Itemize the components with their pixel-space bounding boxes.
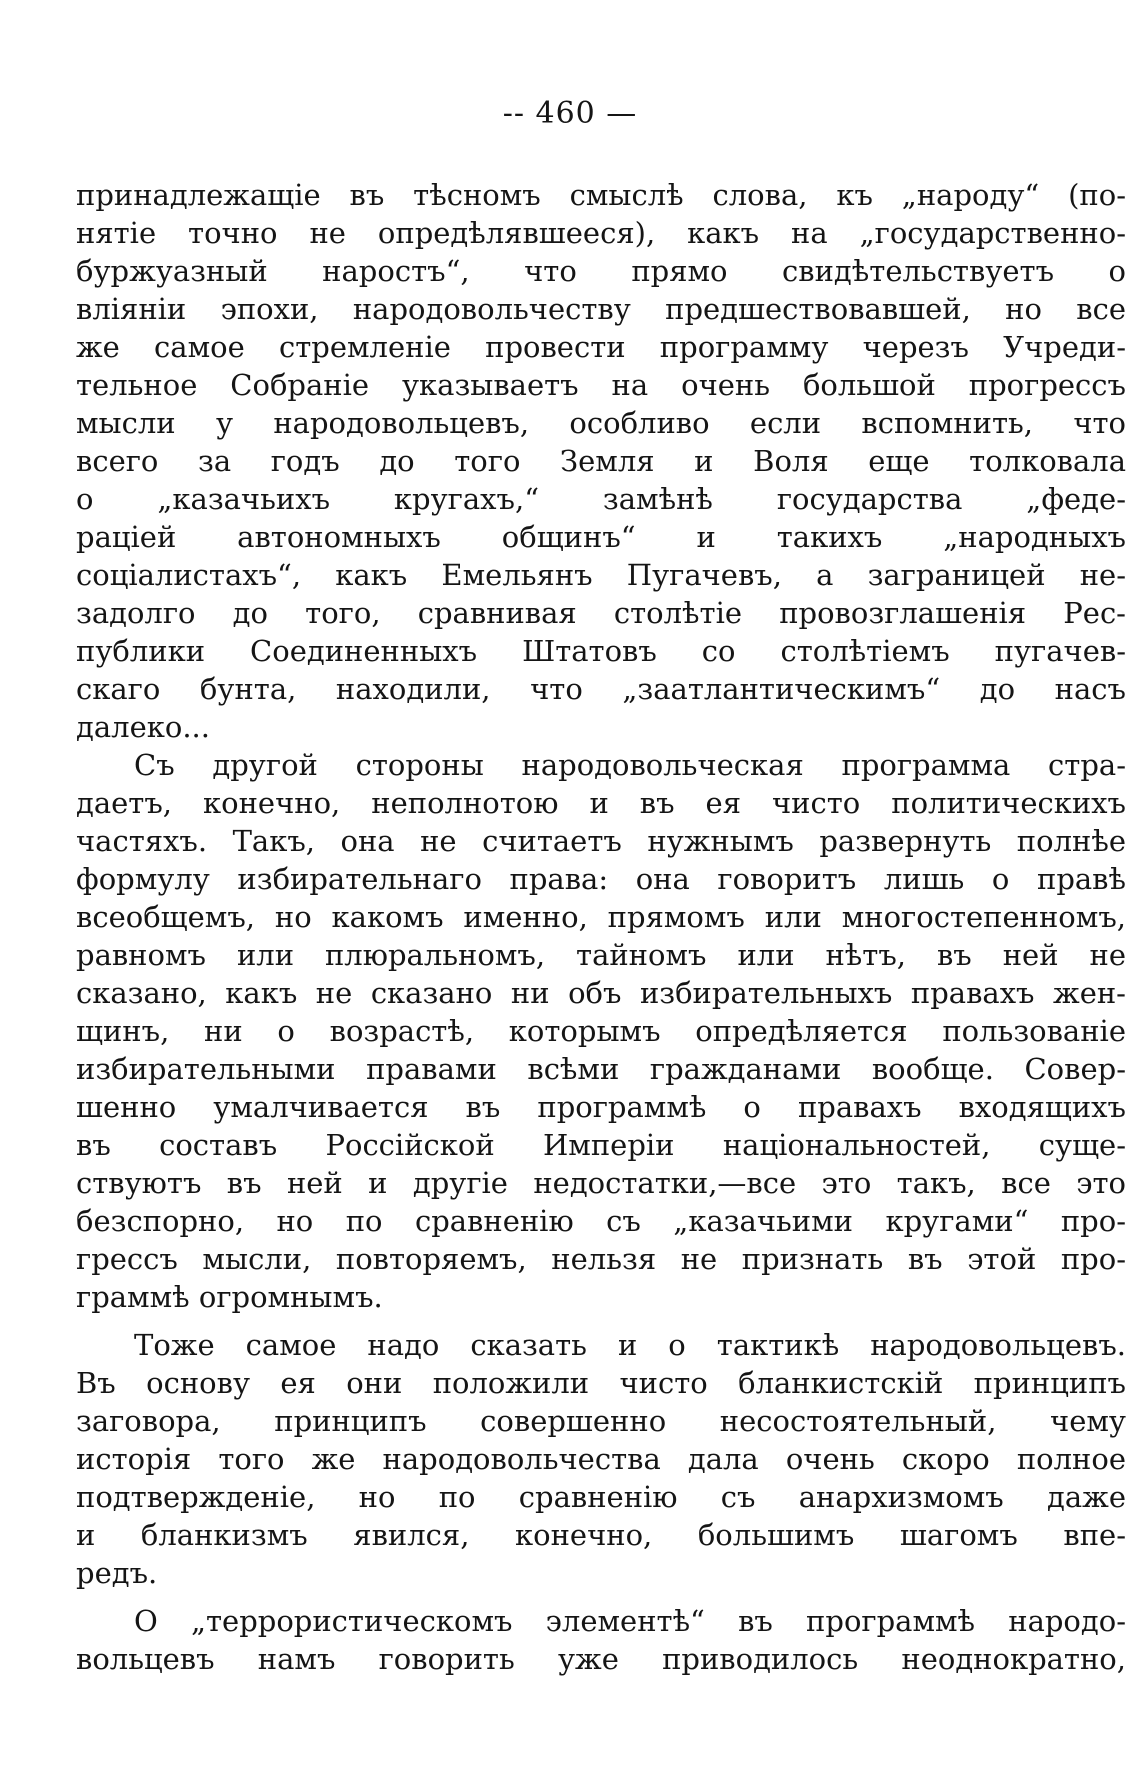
- paragraph: [76, 746, 1126, 1316]
- text-line: всеобщемъ, но какомъ именно, прямомъ или многостепенномъ,: [76, 900, 1126, 934]
- paragraph: [76, 1326, 1126, 1592]
- text-line: буржуазный наростъ“, что прямо свидѣтельствуетъ о: [76, 254, 1126, 288]
- text-line: вольцевъ намъ говорить уже приводилось неоднократно,: [76, 1642, 1126, 1676]
- text-line: далеко...: [76, 710, 210, 744]
- text-line: грессъ мысли, повторяемъ, нельзя не признать въ этой про-: [76, 1242, 1126, 1276]
- text-line: исторія того же народовольчества дала очень скоро полное: [76, 1442, 1126, 1476]
- text-line: публики Соединенныхъ Штатовъ со столѣтіемъ пугачев-: [76, 634, 1126, 668]
- text-line: частяхъ. Такъ, она не считаетъ нужнымъ развернуть полнѣе: [76, 824, 1126, 858]
- text-line: Тоже самое надо сказать и о тактикѣ народовольцевъ.: [134, 1328, 1126, 1362]
- text-line: Съ другой стороны народовольческая программа стра-: [134, 748, 1126, 782]
- text-line: задолго до того, сравнивая столѣтіе провозглашенія Рес-: [76, 596, 1126, 630]
- paragraph-gap: [76, 1316, 1126, 1326]
- text-line: скаго бунта, находили, что „заатлантическимъ“ до насъ: [76, 672, 1126, 706]
- text-line: подтвержденіе, но по сравненію съ анархизмомъ даже: [76, 1480, 1126, 1514]
- text-line: сказано, какъ не сказано ни объ избирательныхъ правахъ жен-: [76, 976, 1126, 1010]
- text-line: шенно умалчивается въ программѣ о правахъ входящихъ: [76, 1090, 1126, 1124]
- text-line: принадлежащіе въ тѣсномъ смыслѣ слова, къ „народу“ (по-: [76, 178, 1126, 212]
- text-line: нятіе точно не опредѣлявшееся), какъ на „государственно-: [76, 216, 1126, 250]
- text-line: безспорно, но по сравненію съ „казачьими кругами“ про-: [76, 1204, 1126, 1238]
- text-line: о „казачьихъ кругахъ,“ замѣнѣ государства „феде-: [76, 482, 1126, 516]
- text-line: и бланкизмъ явился, конечно, большимъ шагомъ впе-: [76, 1518, 1126, 1552]
- text-line: тельное Собраніе указываетъ на очень большой прогрессъ: [76, 368, 1126, 402]
- text-line: равномъ или плюральномъ, тайномъ или нѣтъ, въ ней не: [76, 938, 1126, 972]
- text-line: заговора, принципъ совершенно несостоятельный, чему: [76, 1404, 1126, 1438]
- text-line: ствуютъ въ ней и другіе недостатки,—все это такъ, все это: [76, 1166, 1126, 1200]
- text-line: раціей автономныхъ общинъ“ и такихъ „народныхъ: [76, 520, 1126, 554]
- text-line: даетъ, конечно, неполнотою и въ ея чисто политическихъ: [76, 786, 1126, 820]
- text-line: Въ основу ея они положили чисто бланкистскій принципъ: [76, 1366, 1126, 1400]
- text-line: мысли у народовольцевъ, особливо если вспомнить, что: [76, 406, 1126, 440]
- paragraph-gap: [76, 1592, 1126, 1602]
- text-line: формулу избирательнаго права: она говоритъ лишь о правѣ: [76, 862, 1126, 896]
- text-line: вліяніи эпохи, народовольчеству предшествовавшей, но все: [76, 292, 1126, 326]
- paragraph: [76, 176, 1126, 746]
- body-text: [76, 176, 1126, 1678]
- page-number: -- 460 —: [502, 96, 638, 131]
- text-line: граммѣ огромнымъ.: [76, 1280, 383, 1314]
- text-line: избирательными правами всѣми гражданами вообще. Совер-: [76, 1052, 1126, 1086]
- paragraph: [76, 1602, 1126, 1678]
- text-line: О „террористическомъ элементѣ“ въ программѣ народо-: [134, 1604, 1126, 1638]
- text-line: всего за годъ до того Земля и Воля еще толковала: [76, 444, 1126, 478]
- text-line: редъ.: [76, 1556, 158, 1590]
- text-line: щинъ, ни о возрастѣ, которымъ опредѣляется пользованіе: [76, 1014, 1126, 1048]
- text-line: соціалистахъ“, какъ Емельянъ Пугачевъ, а заграницей не-: [76, 558, 1126, 592]
- text-line: въ составъ Россійской Имперіи національностей, суще-: [76, 1128, 1126, 1162]
- text-line: же самое стремленіе провести программу черезъ Учреди-: [76, 330, 1126, 364]
